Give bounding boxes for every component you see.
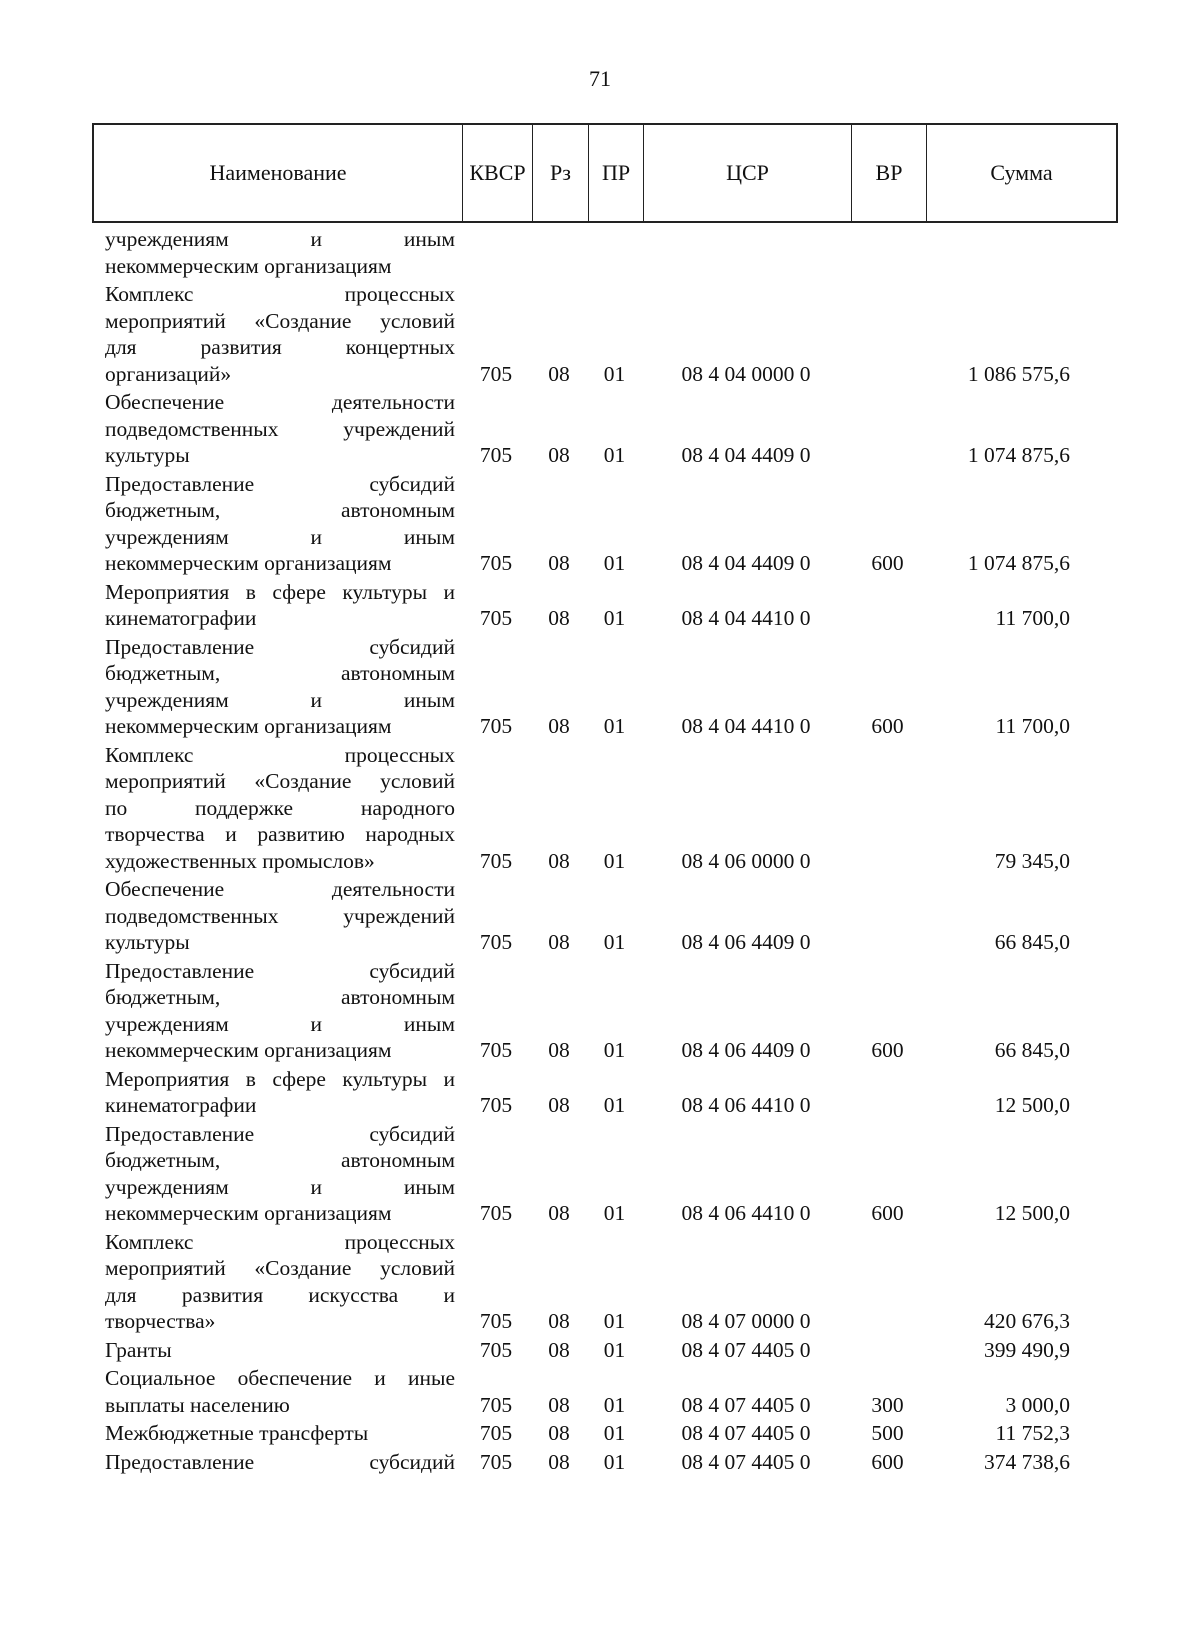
row-vr: 600 [871, 1201, 904, 1225]
row-name-line: Комплекс процессных [105, 1229, 455, 1254]
row-name-line: Предоставление субсидий [105, 471, 455, 496]
row-name [92, 958, 461, 1064]
row-csr: 08 4 07 4405 0 [681, 1449, 811, 1474]
row-name-line: Мероприятия в сфере культуры и [105, 579, 455, 604]
row-rz: 08 [548, 1449, 570, 1474]
row-name [92, 226, 461, 279]
row-name-line: бюджетным, автономным [105, 661, 455, 685]
row-rz: 08 [548, 361, 570, 386]
table-header [92, 123, 1118, 223]
row-name-line: Комплекс процессных [105, 742, 455, 767]
header-kvsr: КВСР [463, 125, 533, 221]
row-kvsr: 705 [479, 1421, 513, 1445]
row-rz: 08 [548, 551, 570, 575]
row-name-line: некоммерческим организациям [105, 1201, 392, 1225]
row-pr: 01 [603, 1421, 626, 1445]
row-sum: 420 676,3 [984, 1309, 1070, 1333]
row-rz: 08 [548, 1337, 570, 1362]
row-csr: 08 4 06 4410 0 [681, 1201, 811, 1225]
row-name-line: Предоставление субсидий [105, 958, 455, 983]
row-name [92, 876, 461, 956]
table-row [92, 226, 1118, 279]
row-name-line: некоммерческим организациям [105, 714, 392, 738]
header-name: Наименование [94, 125, 463, 221]
header-vr: ВР [852, 125, 927, 221]
row-sum: 1 074 875,6 [967, 551, 1070, 575]
row-rz: 08 [548, 443, 570, 467]
row-csr: 08 4 04 4410 0 [681, 714, 811, 738]
row-name-line: культуры [105, 930, 190, 954]
row-pr: 01 [603, 930, 626, 954]
row-name-line: мероприятий «Создание условий [105, 308, 455, 333]
row-name-line: подведомственных учреждений [105, 903, 455, 928]
table-row [92, 958, 1118, 1064]
row-csr: 08 4 04 4409 0 [681, 551, 811, 575]
row-pr: 01 [603, 1337, 626, 1362]
row-name-line: Гранты [105, 1337, 172, 1362]
row-name [92, 742, 461, 875]
row-name-line: мероприятий «Создание условий [105, 1256, 455, 1280]
row-pr: 01 [603, 1392, 626, 1417]
row-sum: 11 700,0 [995, 714, 1070, 738]
row-sum: 374 738,6 [984, 1449, 1070, 1474]
row-name-line: Предоставление субсидий [105, 634, 455, 659]
row-pr: 01 [603, 443, 626, 467]
row-name-line: Обеспечение деятельности [105, 877, 455, 901]
table-body [92, 226, 1118, 1475]
row-pr: 01 [603, 714, 626, 738]
row-pr: 01 [603, 1201, 626, 1225]
row-rz: 08 [548, 848, 570, 873]
row-name [92, 1229, 461, 1335]
row-name-line: творчества и развитию народных [105, 822, 455, 846]
row-vr: 500 [871, 1421, 904, 1445]
row-rz: 08 [548, 1038, 570, 1062]
table-row [92, 1121, 1118, 1227]
row-name-line: учреждениям и иным [105, 1174, 455, 1199]
row-csr: 08 4 04 4409 0 [681, 443, 811, 467]
row-name-line: подведомственных учреждений [105, 416, 455, 441]
row-name-line: для развития искусства и [105, 1282, 455, 1307]
row-name-line: бюджетным, автономным [105, 498, 455, 522]
row-kvsr: 705 [479, 1309, 513, 1333]
row-kvsr: 705 [479, 1392, 513, 1417]
header-csr: ЦСР [644, 125, 852, 221]
row-name-line: учреждениям и иным [105, 1011, 455, 1036]
row-name-line: Межбюджетные трансферты [105, 1421, 369, 1445]
row-kvsr: 705 [479, 1337, 513, 1362]
row-name [92, 1066, 461, 1119]
table-row [92, 1066, 1118, 1119]
row-csr: 08 4 06 4409 0 [681, 930, 811, 954]
table-row [92, 1229, 1118, 1335]
row-rz: 08 [548, 714, 570, 738]
row-kvsr: 705 [479, 1038, 513, 1062]
row-rz: 08 [548, 606, 570, 630]
table-row [92, 876, 1118, 956]
row-name [92, 389, 461, 469]
row-name-line: мероприятий «Создание условий [105, 769, 455, 793]
row-name-line: выплаты населению [105, 1392, 290, 1417]
row-name-line: художественных промыслов» [105, 848, 375, 873]
row-name [92, 471, 461, 577]
row-name-line: творчества» [105, 1309, 216, 1333]
row-rz: 08 [548, 1201, 570, 1225]
row-name-line: кинематографии [105, 606, 257, 630]
row-name [92, 579, 461, 632]
row-sum: 1 074 875,6 [967, 443, 1070, 467]
row-csr: 08 4 06 4410 0 [681, 1093, 811, 1117]
row-kvsr: 705 [479, 1201, 513, 1225]
row-sum: 11 752,3 [995, 1421, 1070, 1445]
row-csr: 08 4 04 0000 0 [681, 361, 811, 386]
row-name-line: кинематографии [105, 1093, 257, 1117]
row-kvsr: 705 [479, 714, 513, 738]
row-csr: 08 4 06 0000 0 [681, 848, 811, 873]
row-kvsr: 705 [479, 551, 513, 575]
row-kvsr: 705 [479, 443, 513, 467]
row-vr: 300 [871, 1392, 904, 1417]
table-row [92, 1337, 1118, 1364]
row-pr: 01 [603, 1449, 626, 1474]
row-sum: 66 845,0 [994, 930, 1070, 954]
row-name [92, 1121, 461, 1227]
row-csr: 08 4 07 4405 0 [681, 1421, 811, 1445]
row-sum: 79 345,0 [994, 848, 1070, 873]
row-rz: 08 [548, 1392, 570, 1417]
header-pr: ПР [589, 125, 644, 221]
table-row [92, 281, 1118, 387]
row-name-line: Предоставление субсидий [105, 1449, 455, 1474]
row-sum: 3 000,0 [1005, 1392, 1070, 1417]
row-kvsr: 705 [479, 361, 513, 386]
row-pr: 01 [603, 1038, 626, 1062]
header-rz: Рз [533, 125, 589, 221]
row-pr: 01 [603, 606, 626, 630]
header-sum: Сумма [990, 160, 1053, 185]
table-row [92, 742, 1118, 875]
row-sum: 11 700,0 [995, 606, 1070, 630]
row-name [92, 1337, 461, 1364]
row-sum: 12 500,0 [994, 1201, 1070, 1225]
row-pr: 01 [603, 551, 626, 575]
row-name-line: учреждениям и иным [105, 687, 455, 712]
table-row [92, 1449, 1118, 1476]
table-row [92, 1365, 1118, 1418]
row-sum: 1 086 575,6 [967, 361, 1070, 386]
row-pr: 01 [603, 361, 626, 386]
row-kvsr: 705 [479, 606, 513, 630]
row-csr: 08 4 07 4405 0 [681, 1337, 811, 1362]
row-name [92, 634, 461, 740]
row-name [92, 1365, 461, 1418]
row-name-line: культуры [105, 443, 190, 467]
row-sum: 12 500,0 [994, 1093, 1070, 1117]
row-vr: 600 [871, 551, 904, 575]
row-name-line: учреждениям и иным [105, 227, 455, 251]
row-name-line: бюджетным, автономным [105, 985, 455, 1009]
row-name-line: некоммерческим организациям [105, 253, 392, 278]
row-name-line: Мероприятия в сфере культуры и [105, 1066, 455, 1091]
row-rz: 08 [548, 1093, 570, 1117]
row-name [92, 281, 461, 387]
row-vr: 600 [871, 1449, 904, 1474]
row-pr: 01 [603, 1093, 626, 1117]
row-kvsr: 705 [479, 848, 513, 873]
row-pr: 01 [603, 848, 626, 873]
row-rz: 08 [548, 1421, 570, 1445]
row-kvsr: 705 [479, 930, 513, 954]
row-csr: 08 4 07 4405 0 [681, 1392, 811, 1417]
row-kvsr: 705 [479, 1093, 513, 1117]
row-name-line: учреждениям и иным [105, 524, 455, 549]
row-name-line: Обеспечение деятельности [105, 390, 455, 414]
row-sum: 66 845,0 [994, 1038, 1070, 1062]
row-name [92, 1449, 461, 1476]
row-name-line: для развития концертных [105, 335, 455, 359]
row-name [92, 1420, 461, 1447]
row-pr: 01 [603, 1309, 626, 1333]
row-csr: 08 4 07 0000 0 [681, 1309, 811, 1333]
row-name-line: бюджетным, автономным [105, 1148, 455, 1172]
row-csr: 08 4 04 4410 0 [681, 606, 811, 630]
row-name-line: организаций» [105, 361, 232, 386]
row-vr: 600 [871, 714, 904, 738]
row-name-line: Социальное обеспечение и иные [105, 1366, 455, 1390]
table-row [92, 471, 1118, 577]
row-rz: 08 [548, 930, 570, 954]
table-row [92, 389, 1118, 469]
table-row [92, 634, 1118, 740]
table-row [92, 579, 1118, 632]
row-name-line: Комплекс процессных [105, 282, 455, 306]
row-name-line: некоммерческим организациям [105, 551, 392, 575]
row-kvsr: 705 [479, 1449, 513, 1474]
row-name-line: по поддержке народного [105, 795, 455, 820]
row-name-line: некоммерческим организациям [105, 1038, 392, 1062]
row-sum: 399 490,9 [984, 1337, 1070, 1362]
row-csr: 08 4 06 4409 0 [681, 1038, 811, 1062]
table-row [92, 1420, 1118, 1447]
page-number: 71 [589, 66, 611, 91]
row-vr: 600 [871, 1038, 904, 1062]
row-rz: 08 [548, 1309, 570, 1333]
row-name-line: Предоставление субсидий [105, 1121, 455, 1146]
